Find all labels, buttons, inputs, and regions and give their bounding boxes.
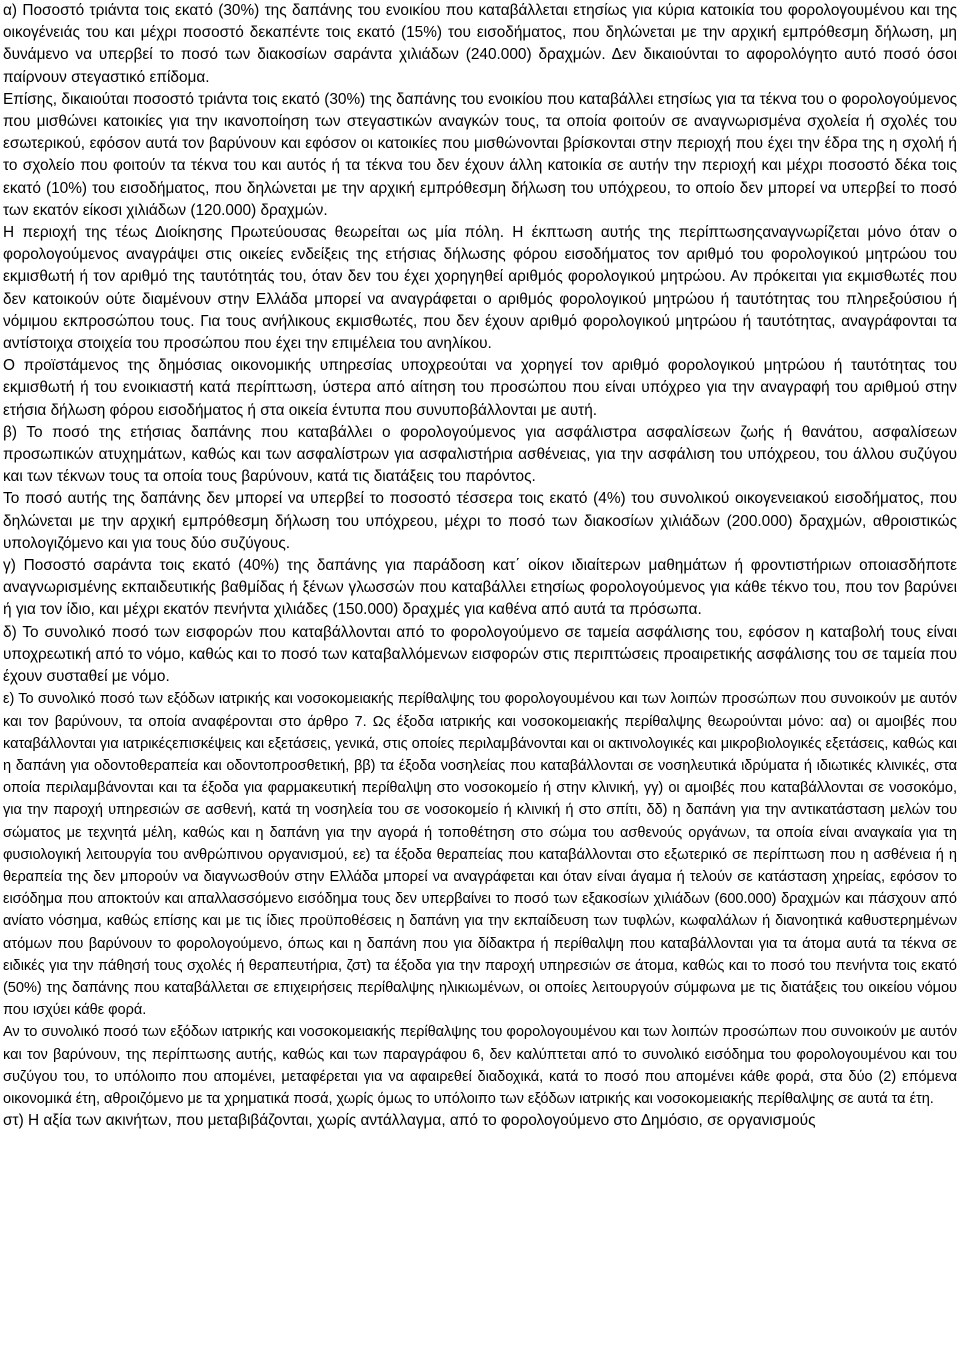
paragraph-medical-expenses: ε) Το συνολικό ποσό των εξόδων ιατρικής και νοσοκομειακής περίθαλψης του φορολογουμένου και των λοιπών προσώπων που συνοικούν με αυτόν και τον βαρύνουν, τα οποία αναφέρονται στο άρθρο 7. Ως έξοδα ιατρικής και νοσοκομειακής περίθαλψης θεωρούνται μόνο: αα) οι αμοιβές που καταβάλλονται για ιατρικέςεπισκέψεις και εξετάσεις, γενικά, στις οποίες περιλαμβάνονται και οι ακτινολογικές και μικροβιολογικές εξετάσεις, καθώς και η δαπάνη για οδοντοθεραπεία και οδοντοπροσθετική, ββ) τα έξοδα νοσηλείας που καταβάλλονται σε νοσηλευτικά ιδρύματα ή ιδιωτικές κλινικές, στα οποία περιλαμβάνονται και τα έξοδα για φαρμακευτική περίθαλψη στο νοσοκομείο ή στην κλινική, γγ) οι αμοιβές που καταβάλλονται σε νοσοκόμο, για την παροχή υπηρεσιών σε ασθενή, κατά τη νοσηλεία του σε νοσοκομείο ή κλινική ή στο σπίτι, δδ) η δαπάνη για την αντικατάσταση μελών του σώματος με τεχνητά μέλη, καθώς και η δαπάνη για την αγορά ή τοποθέτηση στο σώμα του ασθενούς οργάνων, τα οποία είναι αναγκαία για τη φυσιολογική λειτουργία του ανθρώπινου οργανισμού, εε) τα έξοδα θεραπείας που καταβάλλονται στο εξωτερικό σε περίπτωση που η ασθένεια ή η θεραπεία της δεν μπορούν να διαγνωσθούν στην Ελλάδα μπορεί να αναγράφεται και όταν είναι άγαμα ή τελούν σε κατάσταση χηρείας, εφόσον το εισόδημα που αποκτούν και απαλλασσόμενο εισόδημα τους δεν υπερβαίνει το ποσό των εξακοσίων χιλιάδων (600.000) δραχμών και πάσχουν από ανίατο νόσημα, καθώς επίσης και με τις ίδιες προϋποθέσεις η δαπάνη για την εκπαίδευση των τυφλών, κωφαλάλων ή διανοητικά καθυστερημένων ατόμων που βαρύνουν το φορολογούμενο, όπως και η δαπάνη που για δίδακτρα ή περίθαλψη που καταβάλλονται για τα άτομα αυτά τα τέκνα σε ειδικές για την πάθησή τους σχολές ή θεραπευτήρια, ζστ) τα έξοδα για την παροχή υπηρεσιών σε άτομα, καθώς και το ποσό του πενήντα τοις εκατό (50%) της δαπάνης που καταβάλλεται σε επιχειρήσεις περίθαλψης ηλικιωμένων, οι οποίες λειτουργούν σύμφωνα με τις διατάξεις του οικείου νόμου που ισχύει κάθε φορά. — [3, 691, 957, 1019]
paragraph-tuition-expenses: γ) Ποσοστό σαράντα τοις εκατό (40%) της δαπάνης για παράδοση κατ΄ οίκον ιδιαίτερων μαθημάτων ή φροντιστήριων οποιασδήποτε αναγνωρισμένης εκπαιδευτικής βαθμίδας ή ξένων γλωσσών που καταβάλλει ετησίως φορολογούμενος για κάθε τέκνο του, που τον βαρύνει ή για τον ίδιο, και μέχρι εκατόν πενήντα χιλιάδες (150.000) δραχμές για καθένα από αυτά τα πρόσωπα. — [3, 557, 957, 619]
paragraph-insurance-premiums: β) Το ποσό της ετήσιας δαπάνης που καταβάλλει ο φορολογούμενος για ασφάλιστρα ασφαλίσεων ζωής ή θανάτου, ασφαλίσεων προσωπικών ατυχημάτων, καθώς και των ασφαλίστρων για ασφαλιστήρια ασθένειας, για την ασφάλιση του υπόχρεου, του άλλου συζύγου και των τέκνων τους τα οποία τους βαρύνουν, κατά τις διατάξεις του παρόντος. — [3, 423, 957, 486]
paragraph-medical-carryover: Αν το συνολικό ποσό των εξόδων ιατρικής και νοσοκομειακής περίθαλψης του φορολογουμένου και των λοιπών προσώπων που συνοικούν με αυτόν και τον βαρύνουν, της περίπτωσης αυτής, καθώς και των παραγράφου 6, δεν καλύπτεται από το συνολικό εισόδημα του φορολογουμένου και του συζύγου του, το υπόλοιπο που απομένει, μεταφέρεται για να αφαιρεθεί διαδοχικά, κατά το ποσό που απομένει κάθε φορά, στα δύο (2) επόμενα οικονομικά έτη, αθροιζόμενο με τα χρηματικά ποσά, χωρίς όμως το υπόλοιπο των εξόδων ιατρικής και νοσοκομειακής περίθαλψης σε αυτά τα έτη. — [3, 1024, 957, 1107]
paragraph-insurance-limit: Το ποσό αυτής της δαπάνης δεν μπορεί να υπερβεί το ποσοστό τέσσερα τοις εκατό (4%) του συνολικού οικογενειακού εισοδήματος, που δηλώνεται με την αρχική εμπρόθεσμη δήλωση του υπόχρεου, μέχρι το ποσό των διακοσίων χιλιάδων (200.000) δραχμών, αθροιστικώς υπολογιζόμενο και για τους δύο συζύγους. — [3, 490, 957, 552]
paragraph-property-donation: στ) Η αξία των ακινήτων, που μεταβιβάζονται, χωρίς αντάλλαγμα, από το φορολογούμενο στο Δημόσιο, σε οργανισμούς — [3, 1112, 816, 1130]
paragraph-rent-deduction: α) Ποσοστό τριάντα τοις εκατό (30%) της δαπάνης του ενοικίου που καταβάλλεται ετησίως για κύρια κατοικία του φορολογουμένου και της οικογένειάς του και μέχρι ποσοστό δεκαπέντε τοις εκατό (15%) του εισοδήματος, που δηλώνεται με την αρχική εμπρόθεσμη δήλωση, μη δυνάμενο να υπερβεί το ποσό των διακοσίων σαράντα χιλιάδων (240.000) δραχμών. Δεν δικαιούνται το αφορολόγητο αυτό ποσό όσοι παίρνουν στεγαστικό επίδομα. — [3, 2, 957, 86]
paragraph-social-contributions: δ) Το συνολικό ποσό των εισφορών που καταβάλλονται από το φορολογούμενο σε ταμεία ασφάλισης του, εφόσον η καταβολή τους είναι υποχρεωτική από το νόμο, καθώς και το ποσό των καταβαλλόμενων εισφορών στις περιπτώσεις προαιρετικής ασφάλισης του σε ταμεία που έχουν συσταθεί με νόμο. — [3, 623, 957, 686]
paragraph-tax-office-duty: Ο προϊστάμενος της δημόσιας οικονομικής υπηρεσίας υποχρεούται να χορηγεί τον αριθμό φορολογικού μητρώου ή ταυτότητας του εκμισθωτή ή του ενοικιαστή κατά περίπτωση, ύστερα από αίτηση του προσώπου που είναι υπόχρεο για την αναγραφή του αριθμού στην ετήσια δήλωση φόρου εισοδήματος ή στα οικεία έντυπα που συνυποβάλλονται με αυτή. — [3, 357, 957, 419]
paragraph-landlord-tax-number: Η περιοχή της τέως Διοίκησης Πρωτεύουσας θεωρείται ως μία πόλη. Η έκπτωση αυτής της περίπτωσηςαναγνωρίζεται μόνο όταν ο φορολογούμενος αναγράψει στις οικείες ενδείξεις της ετήσιας δήλωσης φόρου εισοδήματος τον αριθμό του φορολογικού μητρώου του εκμισθωτή ή τον αριθμό της ταυτότητάς του, όταν δεν του έχει χορηγηθεί αριθμός φορολογικού μητρώου. Αν πρόκειται για εκμισθωτές που δεν κατοικούν ούτε διαμένουν στην Ελλάδα μπορεί να αναγράφεται ο αριθμός φορολογικού μητρώου ή ταυτότητας του πληρεξούσιου ή νόμιμου εκπροσώπου τους. Για τους ανήλικους εκμισθωτές, που δεν έχουν αριθμό φορολογικού μητρώου ή ταυτότητας, αναγράφονται τα αντίστοιχα στοιχεία του προσώπου που έχει την επιμέλεια του ανηλίκου. — [3, 224, 957, 353]
paragraph-children-rent: Επίσης, δικαιούται ποσοστό τριάντα τοις εκατό (30%) της δαπάνης του ενοικίου που καταβάλλει ετησίως για τα τέκνα του ο φορολογούμενος που μισθώνει κατοικίες για την ικανοποίηση των στεγαστικών αναγκών τους, τα οποία φοιτούν σε αναγνωρισμένα σχολεία ή σχολές του εσωτερικού, εφόσον αυτά τον βαρύνουν και εφόσον οι κατοικίες που μισθώνονται βρίσκονται στην περιοχή που έχει την έδρα της η σχολή ή το σχολείο που φοιτούν τα τέκνα του και αυτός ή τα τέκνα του δεν έχουν άλλη κατοικία σε αυτήν την περιοχή και μέχρι ποσοστό δέκα τοις εκατό (10%) του εισοδήματος, που δηλώνεται με την αρχική εμπρόθεσμη δήλωση του υπόχρεου, το οποίο δεν μπορεί να υπερβεί το ποσό των εκατόν είκοσι χιλιάδων (120.000) δραχμών. — [3, 90, 957, 219]
